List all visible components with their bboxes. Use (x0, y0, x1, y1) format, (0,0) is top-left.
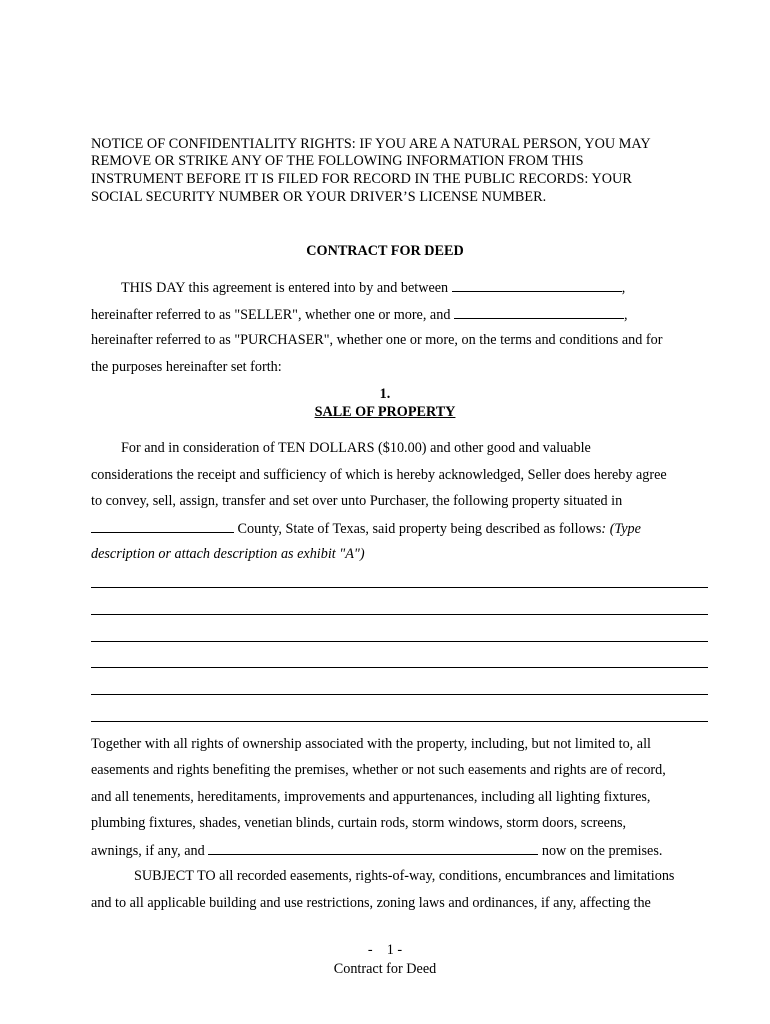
purchaser-name-blank[interactable] (454, 306, 624, 319)
together-line-5-end: now on the premises. (541, 843, 663, 859)
county-blank[interactable] (91, 520, 234, 533)
together-line-3: and all tenements, hereditaments, improvements and appurtenances, including all lighting fixtures, (91, 789, 651, 805)
notice-line-3: INSTRUMENT BEFORE IT IS FILED FOR RECORD IN THE PUBLIC RECORDS: YOUR (91, 171, 632, 187)
notice-line-4: SOCIAL SECURITY NUMBER OR YOUR DRIVER’S LICENSE NUMBER. (91, 189, 547, 205)
section1-line-4-text: County, State of Texas, said property being described as follows (237, 521, 602, 537)
intro-comma-2: , (623, 307, 628, 323)
intro-line-1 (121, 279, 625, 297)
section1-line-1: For and in consideration of TEN DOLLARS ($10.00) and other good and valuable (121, 440, 591, 456)
subject-line-2: and to all applicable building and use restrictions, zoning laws and ordinances, if any, affecting the (91, 895, 651, 911)
description-line-5[interactable] (91, 694, 708, 695)
notice-line-2: REMOVE OR STRIKE ANY OF THE FOLLOWING INFORMATION FROM THIS (91, 153, 584, 169)
together-line-5-start: awnings, if any, and (91, 843, 205, 859)
section1-line-4 (91, 520, 641, 538)
together-line-1: Together with all rights of ownership associated with the property, including, but not limited to, all (91, 736, 651, 752)
intro-line-4: the purposes hereinafter set forth: (91, 359, 282, 375)
together-line-4: plumbing fixtures, shades, venetian blinds, curtain rods, storm windows, storm doors, screens, (91, 815, 627, 831)
description-line-6[interactable] (91, 721, 708, 722)
section1-line-2: considerations the receipt and sufficiency of which is hereby acknowledged, Seller does hereby agree (91, 467, 667, 483)
section-number: 1. (379, 386, 391, 402)
section1-line-5: description or attach description as exhibit "A") (91, 546, 365, 562)
together-line-5 (91, 842, 662, 860)
intro-line-1-text: THIS DAY this agreement is entered into by and between (121, 280, 449, 296)
intro-comma-1: , (621, 280, 626, 296)
together-line-2: easements and rights benefiting the premises, whether or not such easements and rights are of record, (91, 762, 666, 778)
page-number: - 1 - (367, 942, 403, 958)
footer-label: Contract for Deed (333, 961, 437, 977)
description-line-2[interactable] (91, 614, 708, 615)
description-line-1[interactable] (91, 587, 708, 588)
notice-line-1: NOTICE OF CONFIDENTIALITY RIGHTS: IF YOU ARE A NATURAL PERSON, YOU MAY (91, 136, 651, 152)
section1-line-3: to convey, sell, assign, transfer and set over unto Purchaser, the following property situated in (91, 493, 623, 509)
document-title: CONTRACT FOR DEED (306, 243, 464, 259)
section1-line-4-italic: : (Type (601, 521, 641, 537)
intro-line-2 (91, 306, 628, 324)
intro-line-3: hereinafter referred to as "PURCHASER", whether one or more, on the terms and conditions and for (91, 332, 663, 348)
additional-items-blank[interactable] (208, 842, 538, 855)
description-line-3[interactable] (91, 641, 708, 642)
seller-name-blank[interactable] (452, 279, 622, 292)
subject-line-1: SUBJECT TO all recorded easements, rights-of-way, conditions, encumbrances and limitations (134, 868, 675, 884)
intro-line-2-text: hereinafter referred to as "SELLER", whether one or more, and (91, 307, 451, 323)
section-heading: SALE OF PROPERTY (314, 404, 456, 420)
description-line-4[interactable] (91, 667, 708, 668)
